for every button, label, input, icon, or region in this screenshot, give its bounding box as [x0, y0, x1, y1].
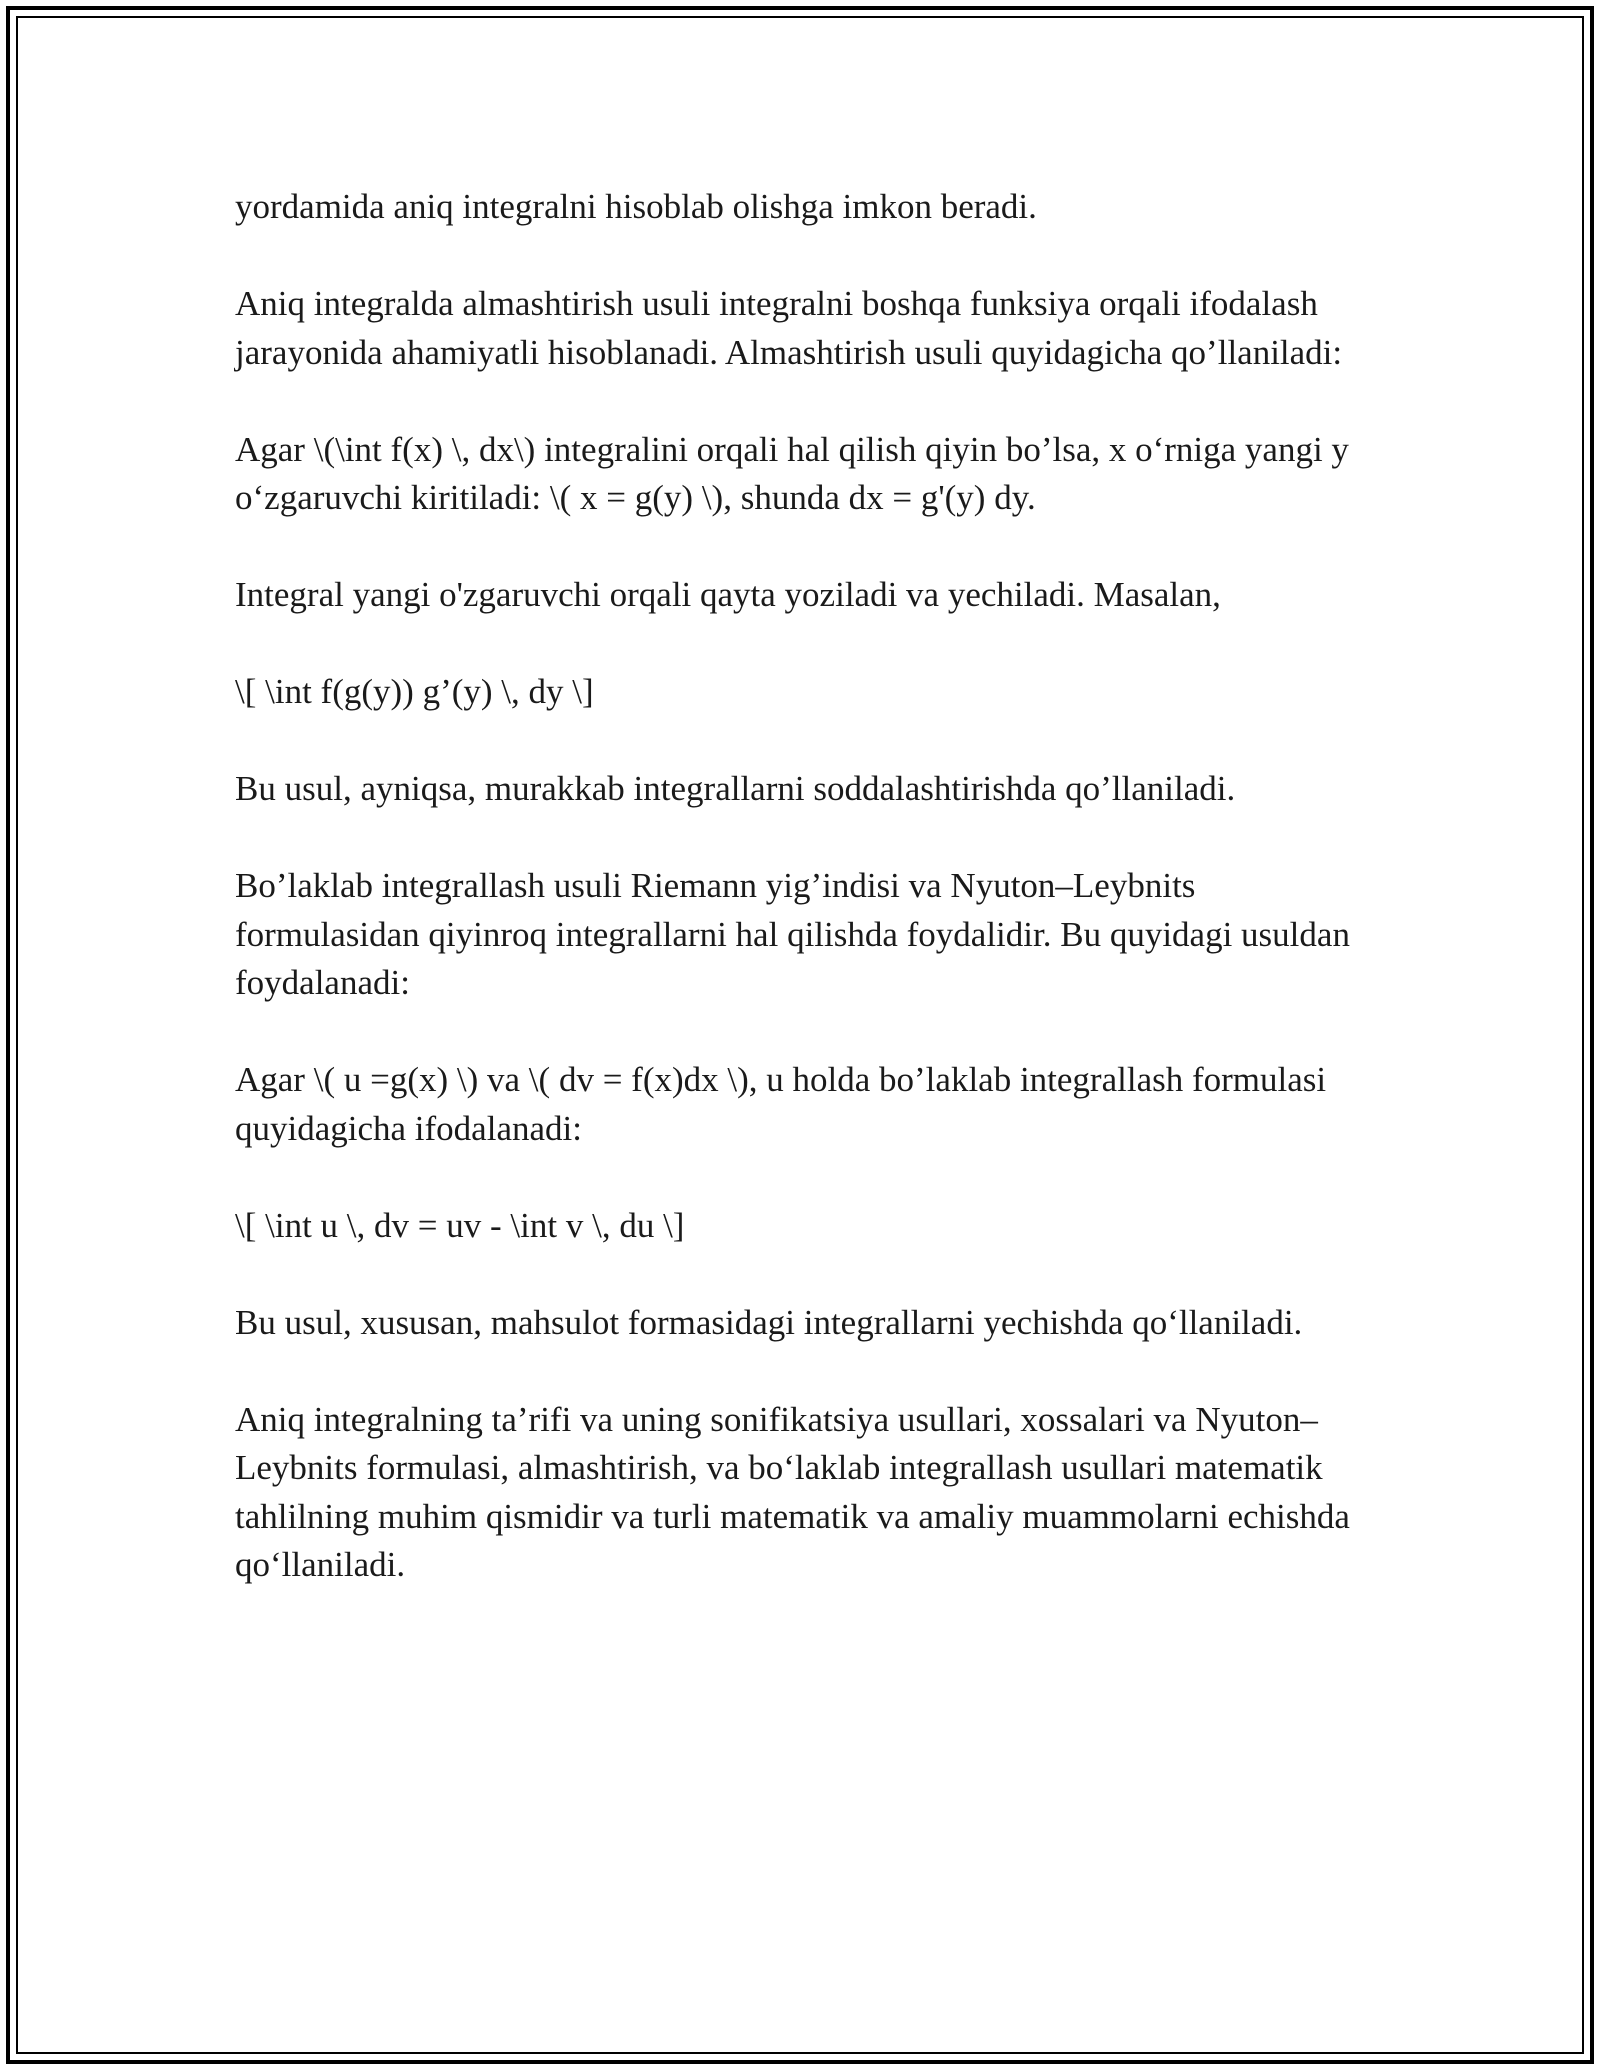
formula-parts: \[ \int u \, dv = uv - \int v \, du \] [235, 1205, 685, 1245]
paragraph-parts-condition: Agar \( u =g(x) \) va \( dv = f(x)dx \), u holda bo’laklab integrallash formulasi quyidagicha ifodalanadi: [235, 1060, 1327, 1148]
paragraph-parts-usage: Bu usul, xususan, mahsulot formasidagi integrallarni yechishda qo‘llaniladi. [235, 1302, 1303, 1342]
paragraph-substitution-usage: Bu usul, ayniqsa, murakkab integrallarni soddalashtirishda qo’llaniladi. [235, 769, 1236, 808]
paragraph-substitution-intro: Aniq integralda almashtirish usuli integralni boshqa funksiya orqali ifodalash jarayonida ahamiyatli hisoblanadi. Almashtirish usuli quyidagicha qo’llaniladi: [235, 284, 1343, 372]
formula-substitution: \[ \int f(g(y)) g’(y) \, dy \] [235, 672, 594, 711]
paragraph-parts-intro: Bo’laklab integrallash usuli Riemann yig’indisi va Nyuton–Leybnits formulasidan qiyinroq integrallarni hal qilishda foydalidir. Bu quyidagi usuldan foydalanadi: [235, 866, 1350, 1002]
paragraph-continuation: yordamida aniq integralni hisoblab olishga imkon beradi. [235, 187, 1037, 226]
paragraph-conclusion: Aniq integralning ta’rifi va uning sonifikatsiya usullari, xossalari va Nyuton–Leybnits formulasi, almashtirish, va bo‘laklab integrallash usullari matematik tahlilning muhim qismidir va turli matematik va amaliy muammolarni echishda qo‘llaniladi. [235, 1399, 1350, 1584]
document-body [235, 183, 1365, 1638]
paragraph-substitution-condition: Agar \(\int f(x) \, dx\) integralini orqali hal qilish qiyin bo’lsa, x o‘rniga yangi y o‘zgaruvchi kiritiladi: \( x = g(y) \), shunda dx = g'(y) dy. [235, 429, 1349, 517]
paragraph-substitution-example-intro: Integral yangi o'zgaruvchi orqali qayta yoziladi va yechiladi. Masalan, [235, 575, 1221, 614]
